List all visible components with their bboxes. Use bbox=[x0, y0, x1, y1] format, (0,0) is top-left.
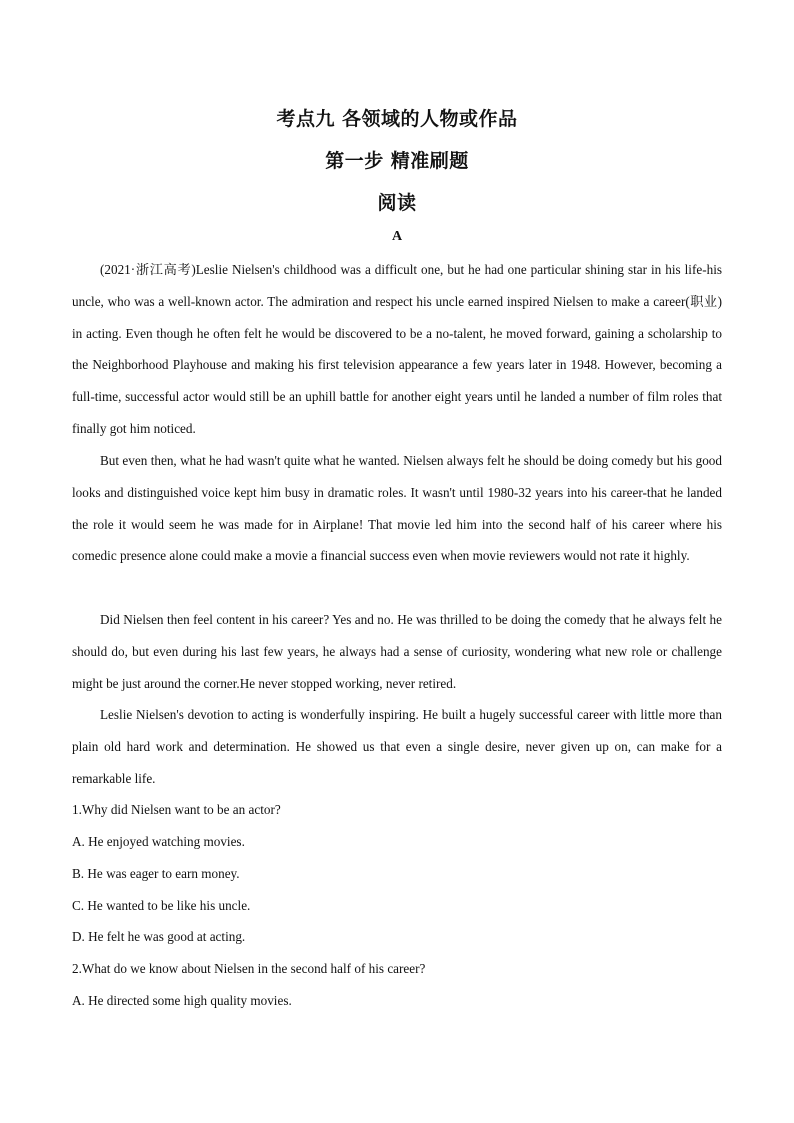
question-1-option-d: D. He felt he was good at acting. bbox=[72, 929, 246, 944]
passage-paragraph-4: Leslie Nielsen's devotion to acting is wonderfully inspiring. He built a hugely successful career with little more than plain old hard work and determination. He showed us that even a single desire, never given up on, can make for a remarkable life. bbox=[72, 707, 722, 786]
question-1-stem: 1.Why did Nielsen want to be an actor? bbox=[72, 802, 281, 817]
question-1-option-b: B. He was eager to earn money. bbox=[72, 866, 240, 881]
page-title: 考点九 各领域的人物或作品 bbox=[276, 108, 518, 130]
passage-paragraph-3: Did Nielsen then feel content in his career? Yes and no. He was thrilled to be doing the comedy that he always felt he should do, but even during his last few years, he always had a sense of curiosity, wondering what new role or challenge might be just around the corner.He never stopped working, never retired. bbox=[72, 612, 722, 691]
question-2-option-a: A. He directed some high quality movies. bbox=[72, 993, 292, 1008]
passage-paragraph-2: But even then, what he had wasn't quite what he wanted. Nielsen always felt he should be doing comedy but his good looks and distinguished voice kept him busy in dramatic roles. It wasn't until 1980-32 years into his career-that he landed the role it would seem he was made for in Airplane! That movie led him into the second half of his career where his comedic presence alone could make a movie a financial success even when movie reviewers would not rate it highly. bbox=[72, 453, 722, 564]
question-1-option-a: A. He enjoyed watching movies. bbox=[72, 834, 245, 849]
question-1-option-c: C. He wanted to be like his uncle. bbox=[72, 898, 251, 913]
step-heading: 第一步 精准刷题 bbox=[325, 150, 469, 172]
passage-paragraph-1: (2021·浙江高考)Leslie Nielsen's childhood was a difficult one, but he had one particular shining star in his life-his uncle, who was a well-known actor. The admiration and respect his uncle earned inspired Nielsen to make a career(职业) in acting. Even though he often felt he would be discovered to be a no-talent, he moved forward, gaining a scholarship to the Neighborhood Playhouse and making his first television appearance a few years later in 1948. However, becoming a full-time, successful actor would still be an uphill battle for another eight years until he landed a number of film roles that finally got him noticed. bbox=[72, 262, 723, 436]
category-heading: 阅读 bbox=[377, 192, 417, 214]
question-2-stem: 2.What do we know about Nielsen in the second half of his career? bbox=[72, 961, 426, 976]
passage-label: A bbox=[391, 229, 403, 244]
